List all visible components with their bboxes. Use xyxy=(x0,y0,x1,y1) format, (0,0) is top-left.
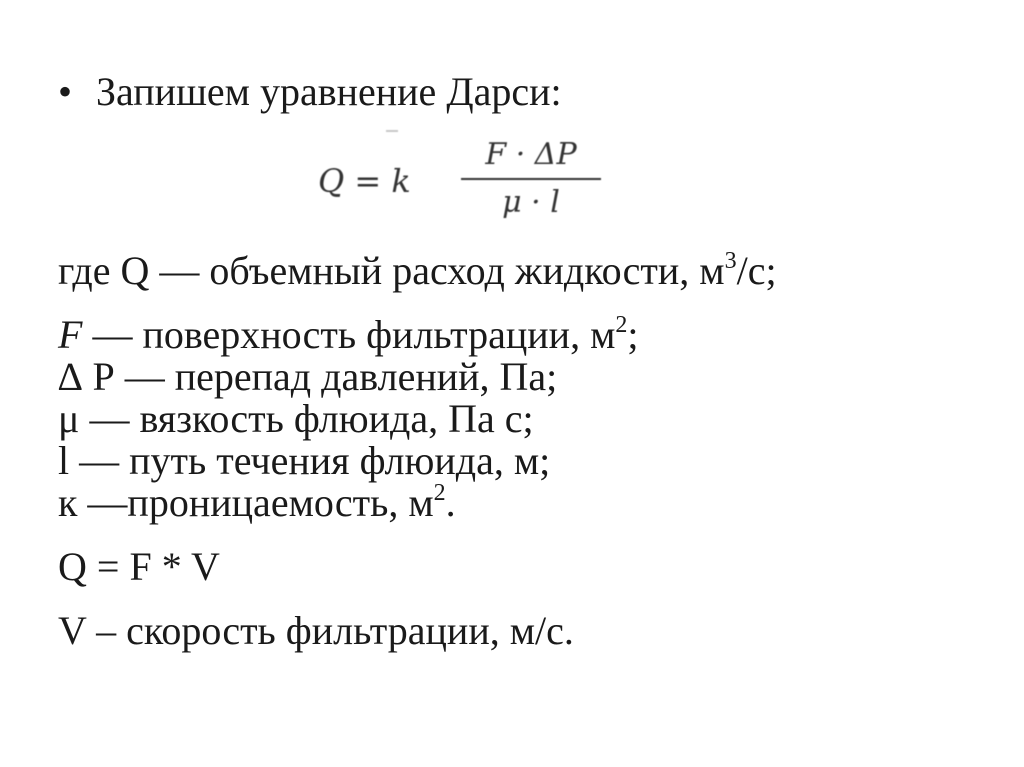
definition-f xyxy=(58,314,777,356)
bullet-marker: • xyxy=(58,69,73,114)
darcy-formula xyxy=(318,136,608,228)
bullet-text: Запишем уравнение Дарси: xyxy=(96,69,562,114)
definition-f-sup: 2 xyxy=(615,312,628,338)
definition-k-tail: . xyxy=(445,480,456,525)
formula-denominator: μ · l xyxy=(502,185,560,220)
formula-fraction xyxy=(461,136,601,222)
definition-l: l — путь течения флюида, м; xyxy=(58,438,551,483)
definition-k xyxy=(58,482,777,524)
formula-artifact-mark xyxy=(386,130,398,132)
formula-numerator: F · ΔP xyxy=(485,137,577,172)
definition-v: V – скорость фильтрации, м/с. xyxy=(58,608,574,653)
definition-f-text: — поверхность фильтрации, м xyxy=(82,312,616,357)
definition-q-text: где Q — объемный расход жидкости, м xyxy=(58,248,725,293)
definition-k-sup: 2 xyxy=(433,480,446,506)
definition-mu: μ — вязкость флюида, Па с; xyxy=(58,396,534,441)
bullet-item xyxy=(58,68,562,116)
definition-q-tail: /с; xyxy=(736,248,777,293)
definition-q xyxy=(58,250,777,292)
definition-f-tail: ; xyxy=(627,312,639,357)
definition-f-symbol: F xyxy=(58,312,83,357)
equation-q-fv: Q = F * V xyxy=(58,544,220,589)
formula-lhs: Q = k xyxy=(318,162,411,200)
definitions-list xyxy=(58,250,777,652)
definition-dp: ∆ Р — перепад давлений, Па; xyxy=(58,354,558,399)
definition-k-text: к —проницаемость, м xyxy=(58,480,434,525)
definition-q-sup: 3 xyxy=(724,248,737,274)
fraction-bar xyxy=(461,178,601,180)
